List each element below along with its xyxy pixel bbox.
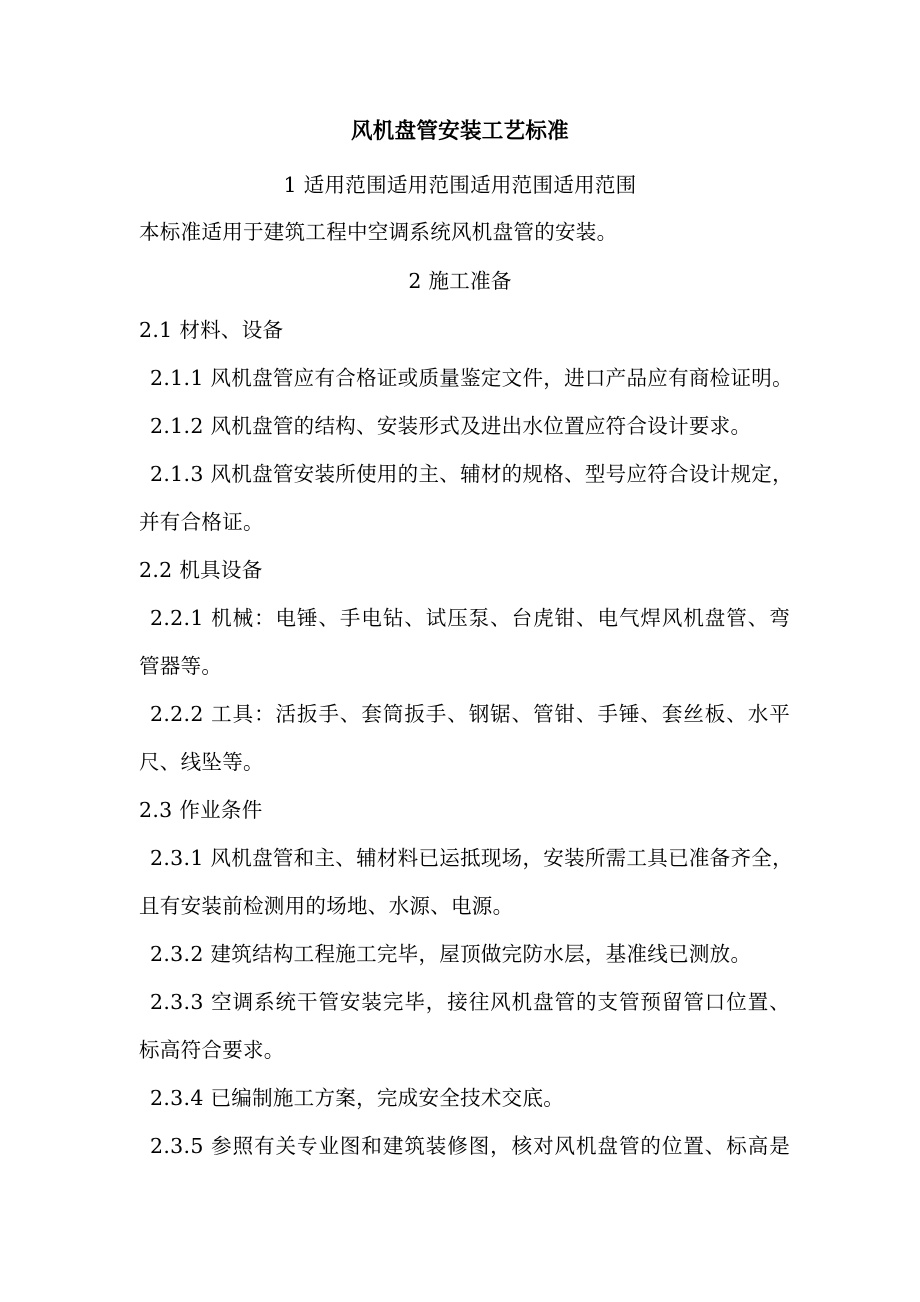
document-title: 风机盘管安装工艺标准	[350, 119, 569, 144]
body-text-line: 本标准适用于建筑工程中空调系统风机盘管的安装。	[139, 220, 618, 244]
body-text-line: 尺、线坠等。	[139, 750, 264, 774]
body-text-line: 并有合格证。	[139, 510, 264, 534]
body-text-line: 2.1.3 风机盘管安装所使用的主、辅材的规格、型号应符合设计规定，	[150, 462, 793, 486]
body-text-line: 2.3.1 风机盘管和主、辅材料已运抵现场，安装所需工具已准备齐全，	[150, 846, 793, 870]
body-text-line: 标高符合要求。	[139, 1038, 285, 1062]
body-text-line: 2.3.4 已编制施工方案，完成安全技术交底。	[150, 1086, 565, 1110]
section-heading-preparation: 2 施工准备	[408, 269, 512, 293]
body-text-line: 管器等。	[139, 654, 223, 678]
section-heading-scope: 1 适用范围适用范围适用范围适用范围	[283, 173, 637, 197]
body-text-line: 且有安装前检测用的场地、水源、电源。	[139, 894, 514, 918]
subsection-heading: 2.1 材料、设备	[139, 318, 284, 342]
subsection-heading: 2.2 机具设备	[139, 558, 263, 582]
subsection-heading: 2.3 作业条件	[139, 798, 263, 822]
body-text-line: 2.2.1 机械：电锤、手电钻、试压泵、台虎钳、电气焊风机盘管、弯	[150, 606, 790, 630]
body-text-line: 2.1.1 风机盘管应有合格证或质量鉴定文件，进口产品应有商检证明。	[150, 366, 793, 390]
body-text-line: 2.3.2 建筑结构工程施工完毕，屋顶做完防水层，基准线已测放。	[150, 942, 752, 966]
body-text-line: 2.3.5 参照有关专业图和建筑装修图，核对风机盘管的位置、标高是	[150, 1134, 790, 1158]
body-text-line: 2.2.2 工具：活扳手、套筒扳手、钢锯、管钳、手锤、套丝板、水平	[150, 702, 790, 726]
body-text-line: 2.3.3 空调系统干管安装完毕，接往风机盘管的支管预留管口位置、	[150, 990, 790, 1014]
body-text-line: 2.1.2 风机盘管的结构、安装形式及进出水位置应符合设计要求。	[150, 414, 752, 438]
